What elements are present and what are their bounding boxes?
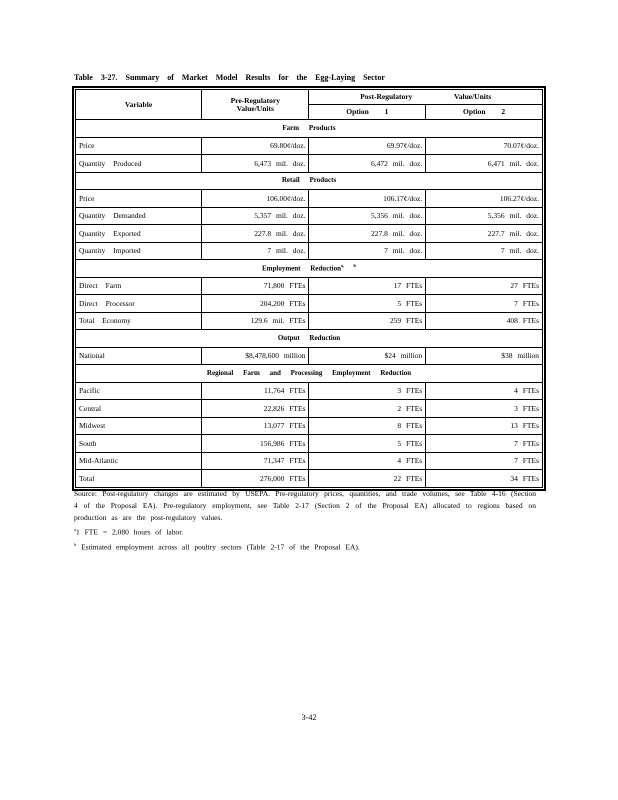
pre-value: $8,478,600 million: [202, 347, 309, 365]
table-row: [76, 452, 543, 470]
page-number: 3-42: [301, 713, 317, 722]
table-row: [76, 470, 543, 488]
pre-value: 13,077 FTEs: [202, 417, 309, 435]
row-label: Direct Processor: [76, 295, 202, 313]
pre-value: 129.6 mil. FTEs: [202, 312, 309, 330]
table-row: [76, 435, 543, 453]
footnote-a-text: 1 FTE = 2,080 hours of labor.: [76, 527, 184, 537]
row-label: National: [76, 347, 202, 365]
results-table-frame: [72, 86, 546, 491]
header-post-regulatory-label: Post-Regulatory: [360, 92, 413, 102]
option2-value: 5,356 mil. doz.: [426, 207, 543, 225]
section-output-reduction: Output Reduction: [76, 330, 543, 348]
row-label: Total Economy: [76, 312, 202, 330]
option2-value: 6,471 mil. doz.: [426, 155, 543, 173]
header-option-1: Option 1: [309, 105, 426, 120]
table-row: [76, 417, 543, 435]
row-label: Direct Farm: [76, 277, 202, 295]
section-employment-reduction: [76, 260, 543, 278]
table-row: [76, 137, 543, 155]
option2-value: 34 FTEs: [426, 470, 543, 488]
option2-value: 7 FTEs: [426, 452, 543, 470]
table-row: [76, 295, 543, 313]
option2-value: 408 FTEs: [426, 312, 543, 330]
header-pre-regulatory-line1: Pre-Regulatory: [230, 96, 280, 105]
section-employment-reduction-label: Employment Reduction: [262, 264, 341, 273]
source-note: Source: Post-regulatory changes are estimated by USEPA. Pre-regulatory prices, quantities, and trade volumes, see Table 4-16 (Section 4 of the Proposal EA). Pre-regulatory employment, see Table 2-17 (Section 2 of the Proposal EA) allocated to regions based on production as are the post-regulatory values.: [74, 489, 536, 522]
table-row: [76, 225, 543, 243]
row-label: Price: [76, 190, 202, 208]
header-option-2: Option 2: [426, 105, 543, 120]
header-variable: Variable: [76, 90, 202, 120]
footnote-a-marker: a: [74, 527, 76, 532]
option1-value: 5 FTEs: [309, 435, 426, 453]
option2-value: 27 FTEs: [426, 277, 543, 295]
results-table: [75, 89, 543, 488]
option1-value: 259 FTEs: [309, 312, 426, 330]
option1-value: 106.17¢/doz.: [309, 190, 426, 208]
table-notes: [74, 488, 536, 553]
option1-value: 5,356 mil. doz.: [309, 207, 426, 225]
row-label: Price: [76, 137, 202, 155]
option1-value: 4 FTEs: [309, 452, 426, 470]
option2-value: 4 FTEs: [426, 382, 543, 400]
header-pre-regulatory-line2: Value/Units: [236, 103, 274, 113]
pre-value: 22,826 FTEs: [202, 400, 309, 418]
footnote-b-marker: b: [74, 541, 77, 547]
pre-value: 5,357 mil. doz.: [202, 207, 309, 225]
option1-value: 5 FTEs: [309, 295, 426, 313]
header-post-regulatory: [309, 90, 543, 105]
section-retail-products: Retail Products: [76, 172, 543, 190]
option2-value: 227.7 mil. doz.: [426, 225, 543, 243]
option2-value: 13 FTEs: [426, 417, 543, 435]
row-label: Quantity Imported: [76, 242, 202, 260]
header-post-value-units: Value/Units: [454, 92, 492, 102]
row-label: Midwest: [76, 417, 202, 435]
pre-value: 106.00¢/doz.: [202, 190, 309, 208]
table-row: [76, 277, 543, 295]
footnote-a: [74, 524, 536, 539]
pre-value: 11,764 FTEs: [202, 382, 309, 400]
table-row: [76, 400, 543, 418]
pre-value: 6,473 mil. doz.: [202, 155, 309, 173]
pre-value: 204,200 FTEs: [202, 295, 309, 313]
table-row: [76, 312, 543, 330]
pre-value: 69.80¢/doz.: [202, 137, 309, 155]
row-label: Total: [76, 470, 202, 488]
table-row: [76, 190, 543, 208]
footnote-b-text: Estimated employment across all poultry sectors (Table 2-17 of the Proposal EA).: [81, 542, 360, 551]
table-row: [76, 155, 543, 173]
option1-value: 69.97¢/doz.: [309, 137, 426, 155]
option1-value: 17 FTEs: [309, 277, 426, 295]
row-label: Pacific: [76, 382, 202, 400]
table-row: [76, 242, 543, 260]
option2-value: $38 million: [426, 347, 543, 365]
pre-value: 156,986 FTEs: [202, 435, 309, 453]
row-label: Quantity Demanded: [76, 207, 202, 225]
footnote-b: [74, 539, 536, 554]
option2-value: 70.07¢/doz.: [426, 137, 543, 155]
row-label: Quantity Exported: [76, 225, 202, 243]
table-caption: Table 3-27. Summary of Market Model Results for the Egg-Laying Sector: [74, 73, 385, 82]
option2-value: 7 FTEs: [426, 295, 543, 313]
option2-value: 106.27¢/doz.: [426, 190, 543, 208]
pre-value: 227.8 mil. doz.: [202, 225, 309, 243]
option2-value: 7 mil. doz.: [426, 242, 543, 260]
table-row: [76, 347, 543, 365]
pre-value: 71,800 FTEs: [202, 277, 309, 295]
option1-value: 7 mil. doz.: [309, 242, 426, 260]
table-row: [76, 382, 543, 400]
table-row: [76, 207, 543, 225]
option1-value: 3 FTEs: [309, 382, 426, 400]
option2-value: 3 FTEs: [426, 400, 543, 418]
option1-value: 6,472 mil. doz.: [309, 155, 426, 173]
row-label: Mid-Atlantic: [76, 452, 202, 470]
option1-value: 22 FTEs: [309, 470, 426, 488]
row-label: Central: [76, 400, 202, 418]
section-farm-products: Farm Products: [76, 120, 543, 138]
pre-value: 276,000 FTEs: [202, 470, 309, 488]
option1-value: 2 FTEs: [309, 400, 426, 418]
pre-value: 71,347 FTEs: [202, 452, 309, 470]
footnote-marker: a, b: [340, 263, 356, 269]
option1-value: 227.8 mil. doz.: [309, 225, 426, 243]
option1-value: 8 FTEs: [309, 417, 426, 435]
row-label: South: [76, 435, 202, 453]
row-label: Quantity Produced: [76, 155, 202, 173]
section-regional-employment: Regional Farm and Processing Employment Reduction: [76, 365, 543, 383]
pre-value: 7 mil. doz.: [202, 242, 309, 260]
option1-value: $24 million: [309, 347, 426, 365]
header-pre-regulatory: [202, 90, 309, 120]
option2-value: 7 FTEs: [426, 435, 543, 453]
